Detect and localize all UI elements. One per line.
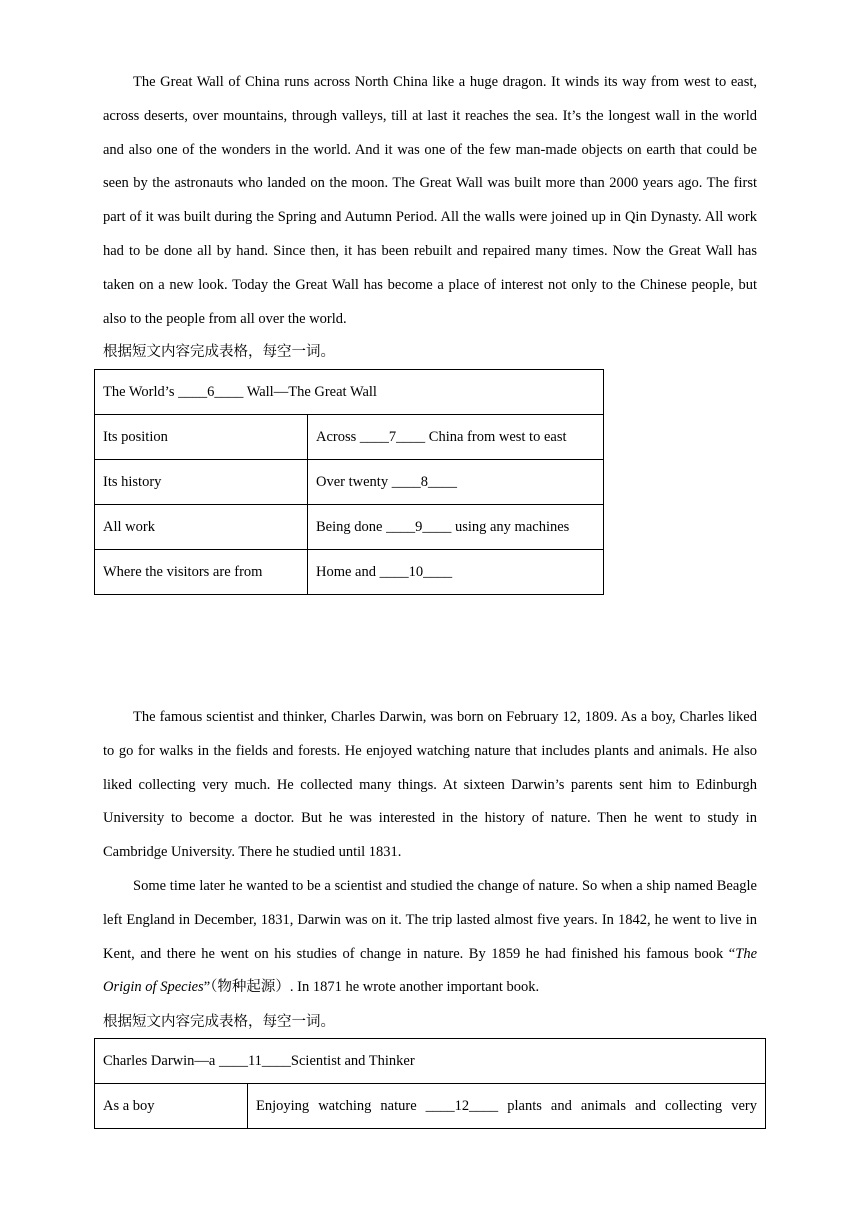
row-value: Being done ____9____ using any machines [308, 505, 604, 550]
passage1-paragraph-text: The Great Wall of China runs across North China like a huge dragon. It winds its way from west to east, across deserts, over mountains, through valleys, till at last it reaches the sea. It’s the longest wall in the world and also one of the wonders in the world. And it was one of the few man-made objects on earth that could be seen by the astronauts who landed on the moon. The Great Wall was built more than 2000 years ago. The first part of it was built during the Spring and Autumn Period. All the walls were joined up in Qin Dynasty. All work had to be done all by hand. Since then, it has been rebuilt and repaired many times. Now the Great Wall has taken on a new look. Today the Great Wall has become a place of interest not only to the Chinese people, but also to the people from all over the world. [103, 74, 757, 327]
passage2-paragraph1 [103, 701, 757, 870]
table-row [95, 415, 604, 460]
passage2-paragraph1-text: The famous scientist and thinker, Charles Darwin, was born on February 12, 1809. As a boy, Charles liked to go for walks in the fields and forests. He enjoyed watching nature that includes plants and animals. He also liked collecting very much. He collected many things. At sixteen Darwin’s parents sent him to Edinburgh University to become a doctor. But he was interested in the history of nature. Then he went to study in Cambridge University. There he studied until 1831. [103, 709, 757, 861]
table-row [95, 1084, 766, 1129]
row-label: As a boy [95, 1084, 248, 1129]
row-value: Home and ____10____ [308, 550, 604, 595]
row-label: Where the visitors are from [95, 550, 308, 595]
table-row [95, 460, 604, 505]
passage1-paragraph [103, 66, 757, 336]
row-label: Its history [95, 460, 308, 505]
passage2-paragraph2 [103, 870, 757, 1005]
passage2-table [94, 1038, 766, 1129]
passage1-instruction: 根据短文内容完成表格，每空一词。 [103, 344, 335, 360]
table-row [95, 550, 604, 595]
passage2-instruction: 根据短文内容完成表格，每空一词。 [103, 1014, 335, 1030]
table-header-row [95, 1039, 766, 1084]
passage1-table [94, 369, 604, 595]
row-value: Enjoying watching nature ____12____ plants and animals and collecting very [248, 1084, 766, 1129]
row-value: Over twenty ____8____ [308, 460, 604, 505]
row-label: Its position [95, 415, 308, 460]
table-row [95, 505, 604, 550]
paragraph2-text-before: Some time later he wanted to be a scientist and studied the change of nature. So when a ship named Beagle left England in December, 1831, Darwin was on it. The trip lasted almost five years. In 1842, he went to live in Kent, and there he went on his studies of change in nature. By 1859 he had finished his famous book “ [103, 878, 757, 962]
table2-header: Charles Darwin—a ____11____Scientist and Thinker [95, 1039, 766, 1084]
row-label: All work [95, 505, 308, 550]
table1-header: The World’s ____6____ Wall—The Great Wall [95, 370, 604, 415]
book-title: The Origin of Species [103, 945, 757, 996]
table-header-row [95, 370, 604, 415]
row-value: Across ____7____ China from west to east [308, 415, 604, 460]
paragraph2-text-after: ”（物种起源）. In 1871 he wrote another important book. [203, 979, 540, 996]
